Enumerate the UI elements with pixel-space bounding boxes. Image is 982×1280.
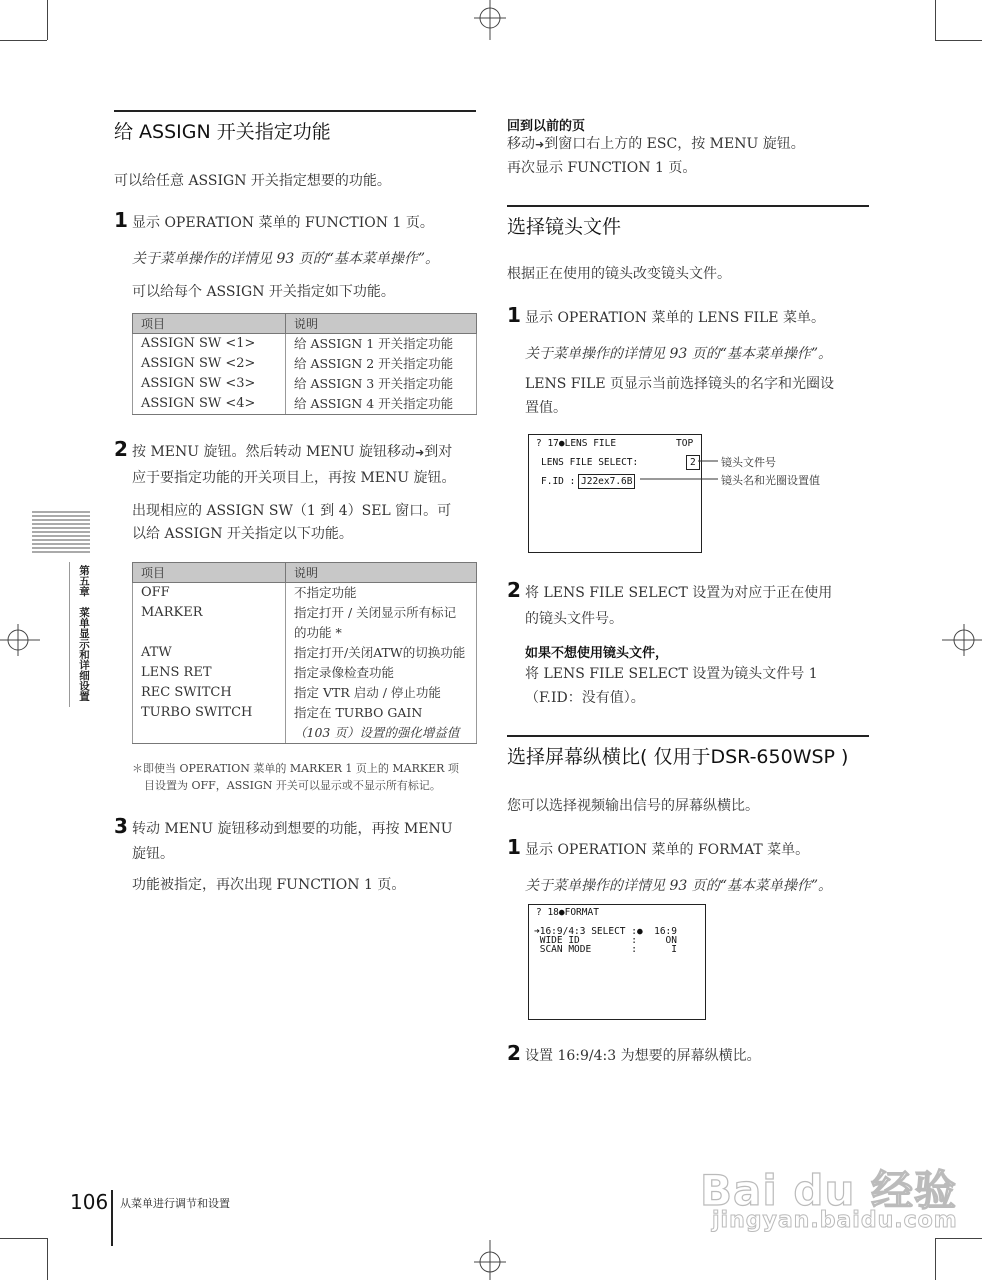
registration-mark-bottom [470, 1240, 510, 1280]
table-header-row [133, 314, 477, 334]
screen-line: ? 17●LENS FILE [536, 438, 617, 449]
footnote [132, 760, 459, 794]
footer-section: 从菜单进行调节和设置 [120, 1197, 230, 1210]
table-row [133, 643, 477, 663]
note-text: LENS FILE 页显示当前选择镜头的名字和光圈设 [525, 376, 835, 392]
table-cell: 给 ASSIGN 3 开关指定功能 [286, 374, 477, 394]
table-cell: MARKER [133, 603, 286, 643]
chapter-label: 第五章 菜单显示和详细设置 [78, 565, 90, 702]
watermark-logo: Bai du 经验 [700, 1166, 957, 1215]
table-row [133, 683, 477, 703]
page-number: 106 [70, 1190, 109, 1214]
footnote-line: 目设置为 OFF，ASSIGN 开关可以显示或不显示所有标记。 [144, 779, 441, 792]
table-header: 说明 [286, 563, 477, 583]
table-row [133, 354, 477, 374]
screen-line: ? 18●FORMAT [536, 907, 599, 918]
step-text-part: 按 MENU 旋钮。然后转动 MENU 旋钮移动 [132, 444, 416, 460]
step-number: 1 [114, 208, 128, 232]
registration-mark-top [470, 0, 510, 40]
back-text-part: 移动 [507, 136, 535, 152]
callout-label: 镜头文件号 [721, 456, 776, 469]
crop-mark [0, 40, 47, 41]
cell-line: 指定打开 / 关闭显示所有标记 [294, 605, 457, 620]
lens-file-id: J22ex7.6B [578, 474, 635, 489]
section-title-assign: 给 ASSIGN 开关指定功能 [114, 121, 331, 143]
table-cell [286, 703, 477, 744]
table-header: 项目 [133, 314, 286, 334]
crop-mark [935, 1238, 982, 1239]
note-text: 出现相应的 ASSIGN SW（1 到 4）SEL 窗口。可 [132, 503, 452, 519]
screen-line: WIDE ID : ON [534, 935, 677, 946]
table-cell: ASSIGN SW <3> [133, 374, 286, 394]
table-cell: 指定打开/关闭ATW的切换功能 [286, 643, 477, 663]
table-header: 项目 [133, 563, 286, 583]
crop-mark [935, 0, 936, 40]
section-title-aspect: 选择屏幕纵横比( 仅用于DSR-650WSP ) [507, 746, 849, 768]
cell-line: 指定在 TURBO GAIN [294, 705, 423, 720]
table-row [133, 583, 477, 604]
step-text: 应于要指定功能的开关项目上，再按 MENU 旋钮。 [132, 470, 456, 486]
step-number: 3 [114, 814, 128, 838]
sub-heading: 如果不想使用镜头文件， [525, 646, 669, 661]
crop-mark [47, 1238, 48, 1280]
back-text-part: 到窗口右上方的 ESC，按 MENU 旋钮。 [544, 136, 805, 152]
step-number: 1 [507, 835, 521, 859]
table-cell: OFF [133, 583, 286, 604]
screen-line: LENS FILE SELECT: [541, 457, 639, 468]
table-cell: 给 ASSIGN 4 开关指定功能 [286, 394, 477, 415]
step-number: 2 [507, 1041, 521, 1065]
note-text: 置值。 [525, 400, 567, 416]
arrow-right-icon: ➜ [415, 446, 425, 459]
step-text: 显示 OPERATION 菜单的 FORMAT 菜单。 [525, 842, 810, 858]
intro-text: 根据正在使用的镜头改变镜头文件。 [507, 266, 731, 282]
screen-line: F.ID : [541, 476, 576, 487]
step-text: 转动 MENU 旋钮移动到想要的功能，再按 MENU [132, 821, 453, 837]
step-text: 将 LENS FILE SELECT 设置为对应于正在使用 [525, 585, 833, 601]
format-screen [528, 904, 706, 1020]
step-text-part: 到对 [424, 444, 453, 460]
sub-text: 将 LENS FILE SELECT 设置为镜头文件号 1 [525, 666, 818, 682]
cell-line: （103 页）设置的强化增益值 [294, 725, 460, 740]
crop-mark [935, 40, 982, 41]
table-cell [286, 603, 477, 643]
table-header: 说明 [286, 314, 477, 334]
table-row [133, 374, 477, 394]
table-cell: 给 ASSIGN 2 开关指定功能 [286, 354, 477, 374]
table-cell: REC SWITCH [133, 683, 286, 703]
screen-line: ➜16:9/4:3 SELECT :● 16:9 [534, 926, 677, 937]
step-number: 2 [507, 578, 521, 602]
step-text: 显示 OPERATION 菜单的 FUNCTION 1 页。 [132, 215, 434, 231]
table-cell: ASSIGN SW <2> [133, 354, 286, 374]
table-row [133, 334, 477, 355]
footnote-line: ＊即使当 OPERATION 菜单的 MARKER 1 页上的 MARKER 项 [132, 762, 459, 775]
arrow-right-icon: ➜ [535, 138, 545, 151]
table-cell: 指定录像检查功能 [286, 663, 477, 683]
chapter-divider [69, 562, 70, 707]
table-row [133, 703, 477, 744]
note-text: 以给 ASSIGN 开关指定以下功能。 [132, 526, 353, 542]
table-row [133, 663, 477, 683]
step-text: 显示 OPERATION 菜单的 LENS FILE 菜单。 [525, 310, 825, 326]
table-cell: 给 ASSIGN 1 开关指定功能 [286, 334, 477, 355]
cell-line: 的功能 * [294, 625, 342, 640]
step-text: 旋钮。 [132, 846, 174, 862]
section-rule [507, 735, 869, 737]
back-text [507, 133, 805, 156]
back-heading: 回到以前的页 [507, 119, 586, 134]
intro-text: 可以给任意 ASSIGN 开关指定想要的功能。 [114, 173, 391, 189]
step-number: 2 [114, 437, 128, 461]
reference-text: 关于菜单操作的详情见 93 页的“基本菜单操作”。 [132, 251, 440, 267]
table-cell: ATW [133, 643, 286, 663]
lens-file-number: 2 [686, 455, 700, 470]
back-text: 再次显示 FUNCTION 1 页。 [507, 160, 697, 176]
section-title-lens: 选择镜头文件 [507, 216, 622, 238]
step-text: 的镜头文件号。 [525, 611, 623, 627]
table-row [133, 394, 477, 415]
sub-text: （F.ID：没有值）。 [525, 690, 645, 706]
table-cell: 指定 VTR 启动 / 停止功能 [286, 683, 477, 703]
crop-mark [0, 1238, 47, 1239]
reference-text: 关于菜单操作的详情见 93 页的“基本菜单操作”。 [525, 346, 833, 362]
registration-mark-left [0, 620, 40, 660]
table-cell: ASSIGN SW <4> [133, 394, 286, 415]
table-cell: 不指定功能 [286, 583, 477, 604]
table-cell: TURBO SWITCH [133, 703, 286, 744]
table-header-row [133, 563, 477, 583]
callout-label: 镜头名和光圈设置值 [721, 474, 820, 487]
callout-lines [638, 455, 720, 485]
note-text: 可以给每个 ASSIGN 开关指定如下功能。 [132, 284, 395, 300]
reference-text: 关于菜单操作的详情见 93 页的“基本菜单操作”。 [525, 878, 833, 894]
chapter-tab-stripes [32, 510, 90, 555]
assign-switch-table [132, 313, 477, 415]
registration-mark-right [942, 620, 982, 660]
function-table [132, 562, 477, 744]
table-row [133, 603, 477, 643]
screen-top-label: TOP [676, 438, 694, 449]
table-cell: ASSIGN SW <1> [133, 334, 286, 355]
note-text: 功能被指定，再次出现 FUNCTION 1 页。 [132, 877, 406, 893]
screen-line: SCAN MODE : I [534, 944, 677, 955]
footer-divider [111, 1190, 113, 1246]
lens-file-screen [528, 434, 702, 553]
section-rule [114, 110, 476, 112]
step-text [132, 441, 452, 464]
table-cell: LENS RET [133, 663, 286, 683]
section-rule [507, 205, 869, 207]
crop-mark [935, 1238, 936, 1280]
step-text: 设置 16:9/4:3 为想要的屏幕纵横比。 [525, 1048, 761, 1064]
step-number: 1 [507, 303, 521, 327]
intro-text: 您可以选择视频输出信号的屏幕纵横比。 [507, 798, 759, 814]
watermark-url: jingyan.baidu.com [712, 1208, 958, 1233]
crop-mark [47, 0, 48, 40]
